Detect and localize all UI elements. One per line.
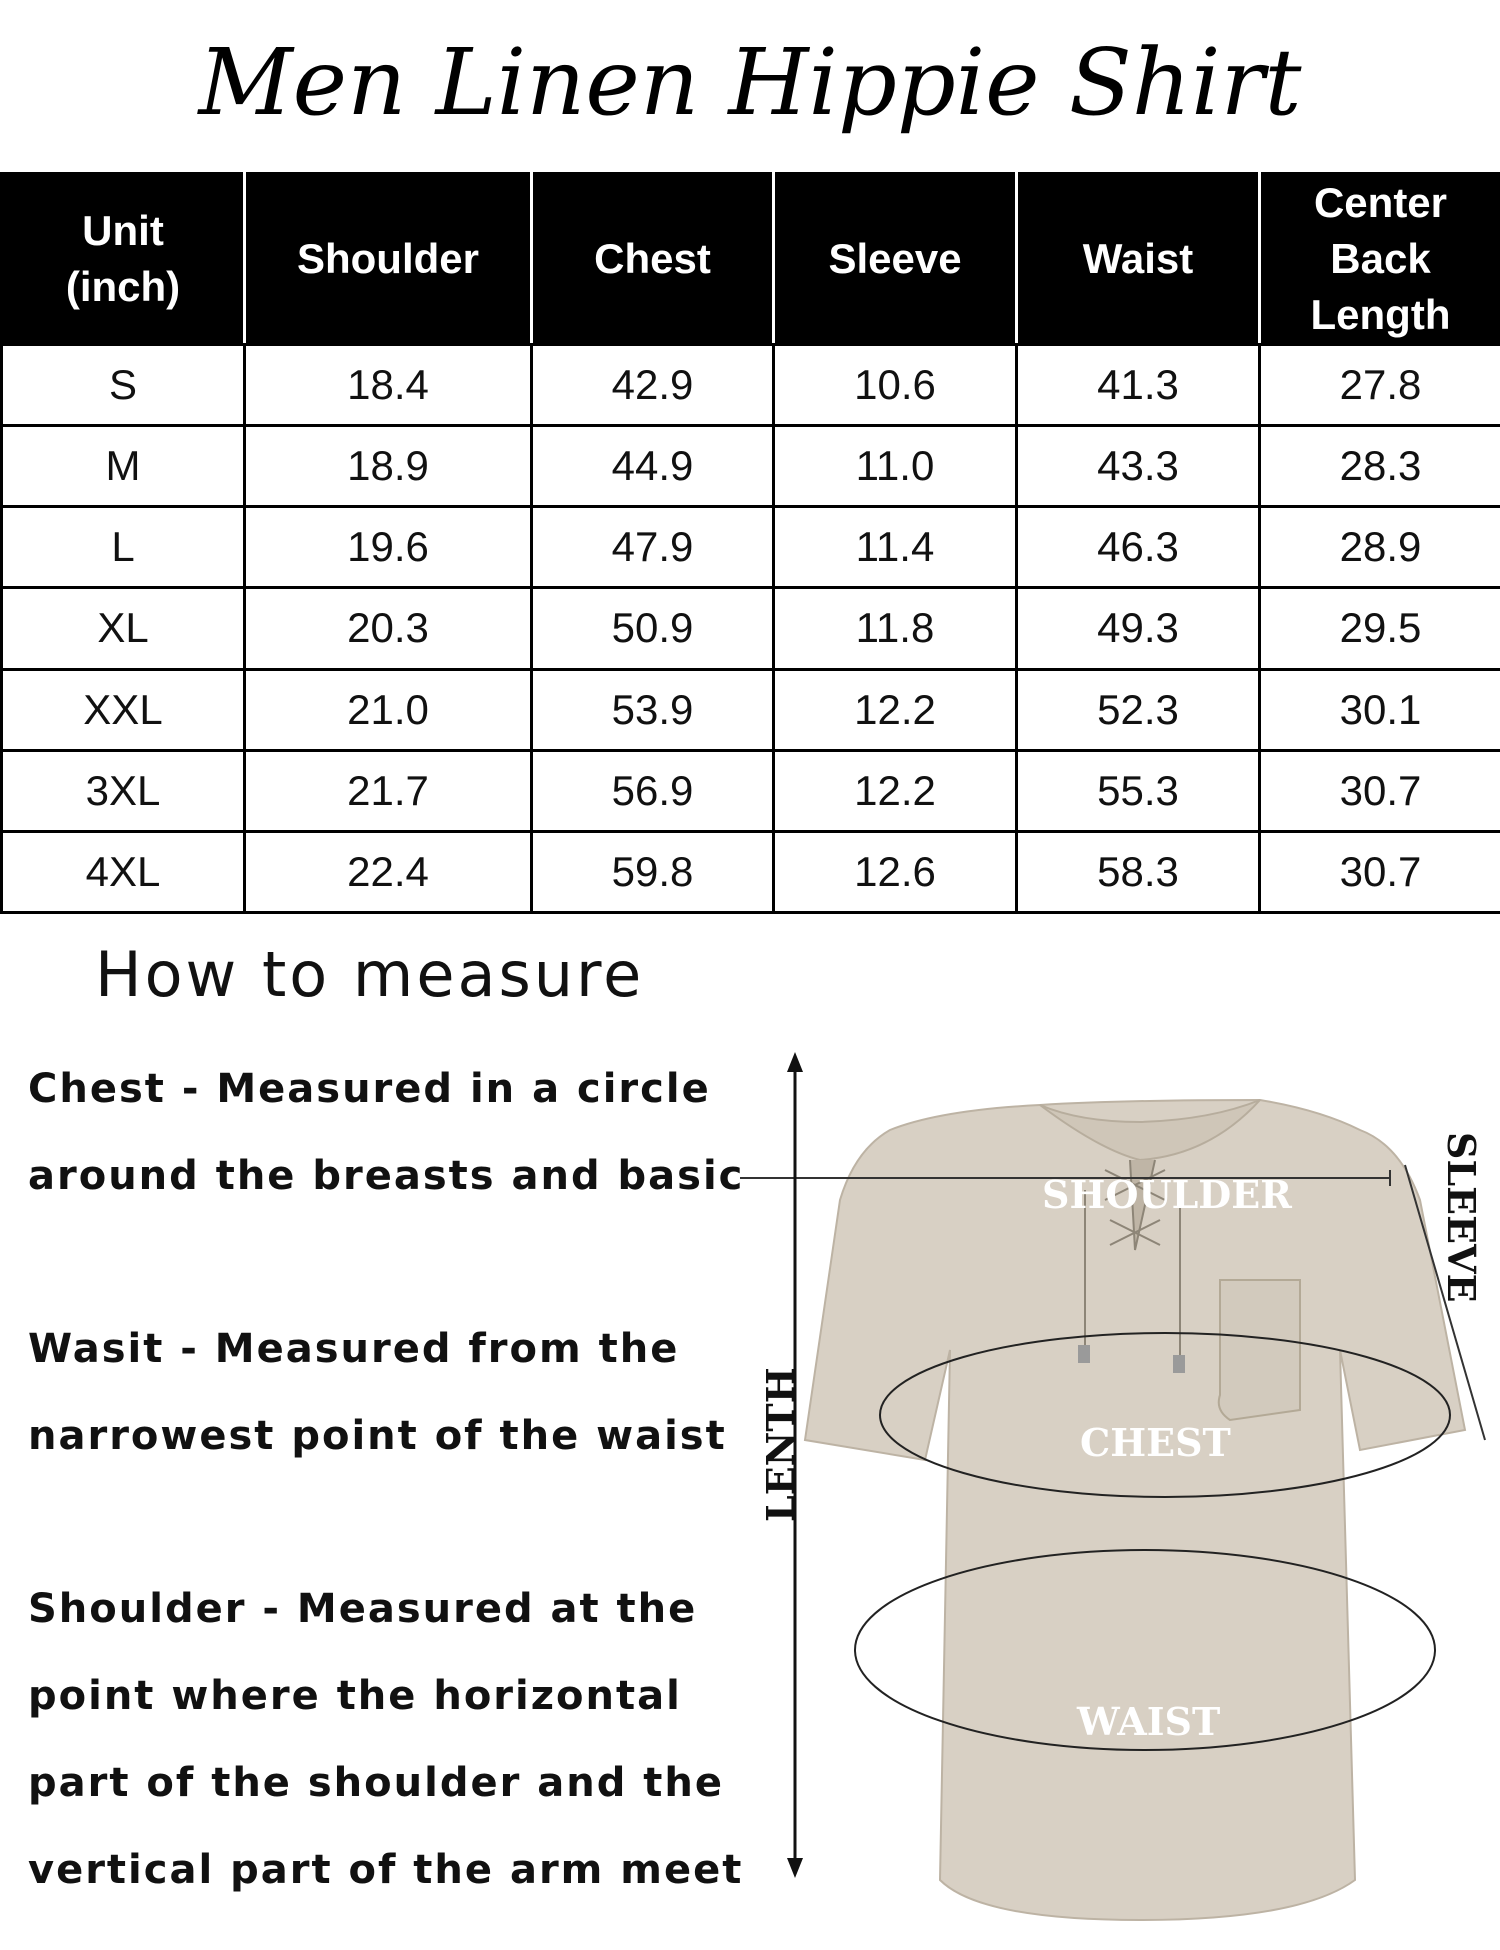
- sleeve-cell: 10.6: [774, 345, 1017, 426]
- table-row: [2, 507, 1500, 588]
- length-cell: 29.5: [1260, 588, 1500, 669]
- size-cell: L: [2, 507, 245, 588]
- table-row: [2, 831, 1500, 912]
- chest-cell: 53.9: [532, 669, 774, 750]
- shoulder-cell: 19.6: [245, 507, 532, 588]
- shoulder-description-line: part of the shoulder and the: [28, 1760, 724, 1806]
- chest-cell: 59.8: [532, 831, 774, 912]
- shoulder-label: SHOULDER: [1042, 1172, 1292, 1217]
- waist-description-line: narrowest point of the waist: [28, 1413, 727, 1459]
- table-row: [2, 588, 1500, 669]
- table-row: [2, 750, 1500, 831]
- header-sleeve: Sleeve: [774, 174, 1017, 345]
- sleeve-cell: 12.2: [774, 669, 1017, 750]
- waist-cell: 46.3: [1017, 507, 1260, 588]
- size-cell: M: [2, 426, 245, 507]
- table-row: [2, 426, 1500, 507]
- shoulder-cell: 18.4: [245, 345, 532, 426]
- header-waist: Waist: [1017, 174, 1260, 345]
- length-cell: 30.7: [1260, 750, 1500, 831]
- waist-cell: 52.3: [1017, 669, 1260, 750]
- length-cell: 28.3: [1260, 426, 1500, 507]
- chest-description-line: around the breasts and basic: [28, 1153, 745, 1199]
- sleeve-cell: 11.8: [774, 588, 1017, 669]
- shoulder-cell: 18.9: [245, 426, 532, 507]
- shoulder-description-line: Shoulder - Measured at the: [28, 1586, 698, 1632]
- length-cell: 27.8: [1260, 345, 1500, 426]
- waist-description-line: Wasit - Measured from the: [28, 1326, 680, 1372]
- shoulder-cell: 20.3: [245, 588, 532, 669]
- waist-cell: 43.3: [1017, 426, 1260, 507]
- size-cell: S: [2, 345, 245, 426]
- size-cell: 3XL: [2, 750, 245, 831]
- page-title: Men Linen Hippie Shirt: [198, 29, 1302, 136]
- size-cell: 4XL: [2, 831, 245, 912]
- shoulder-cell: 21.7: [245, 750, 532, 831]
- table-header-row: [2, 174, 1500, 345]
- chest-cell: 56.9: [532, 750, 774, 831]
- shoulder-cell: 21.0: [245, 669, 532, 750]
- table-row: [2, 345, 1500, 426]
- chest-cell: 44.9: [532, 426, 774, 507]
- sleeve-cell: 11.0: [774, 426, 1017, 507]
- how-to-measure-heading: How to measure: [95, 938, 645, 1011]
- waist-cell: 41.3: [1017, 345, 1260, 426]
- shoulder-description-line: point where the horizontal: [28, 1673, 682, 1719]
- size-cell: XL: [2, 588, 245, 669]
- length-cell: 28.9: [1260, 507, 1500, 588]
- size-chart-table: [0, 172, 1500, 914]
- shoulder-cell: 22.4: [245, 831, 532, 912]
- length-label: LENTH: [758, 1367, 803, 1522]
- sleeve-cell: 11.4: [774, 507, 1017, 588]
- chest-cell: 47.9: [532, 507, 774, 588]
- header-center-back-length: Center Back Length: [1260, 174, 1500, 345]
- header-shoulder: Shoulder: [245, 174, 532, 345]
- sleeve-cell: 12.2: [774, 750, 1017, 831]
- shirt-pocket: [1219, 1280, 1300, 1420]
- length-cell: 30.1: [1260, 669, 1500, 750]
- chest-cell: 42.9: [532, 345, 774, 426]
- table-row: [2, 669, 1500, 750]
- shoulder-description-line: vertical part of the arm meet: [28, 1847, 744, 1893]
- header-chest: Chest: [532, 174, 774, 345]
- chest-description-line: Chest - Measured in a circle: [28, 1066, 711, 1112]
- header-unit: Unit (inch): [2, 174, 245, 345]
- length-cell: 30.7: [1260, 831, 1500, 912]
- chest-cell: 50.9: [532, 588, 774, 669]
- chest-label: CHEST: [1080, 1420, 1231, 1465]
- size-cell: XXL: [2, 669, 245, 750]
- waist-cell: 55.3: [1017, 750, 1260, 831]
- waist-cell: 58.3: [1017, 831, 1260, 912]
- waist-label: WAIST: [1077, 1699, 1221, 1744]
- waist-cell: 49.3: [1017, 588, 1260, 669]
- sleeve-label: SLEEVE: [1439, 1132, 1484, 1303]
- sleeve-cell: 12.6: [774, 831, 1017, 912]
